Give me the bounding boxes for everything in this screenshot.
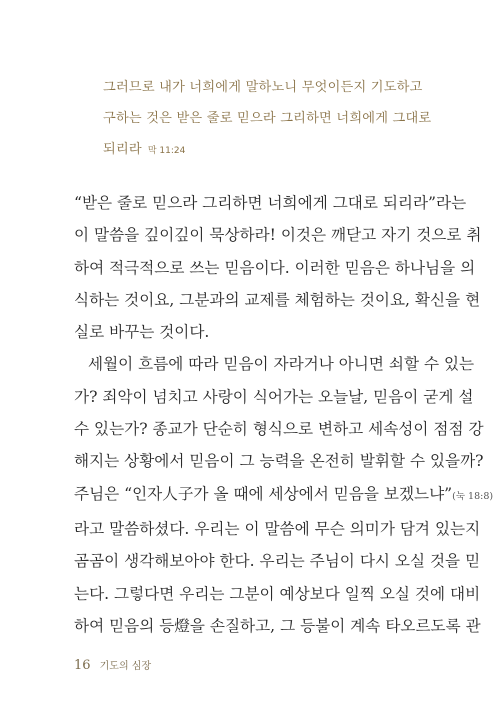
body-line: “받은 줄로 믿으라 그리하면 너희에게 그대로 되리라”라는 xyxy=(74,194,467,212)
body-line: 라고 말씀하셨다. 우리는 이 말씀에 무슨 의미가 담겨 있는지 xyxy=(74,519,481,538)
body-line: 하여 믿음의 등燈을 손질하고, 그 등불이 계속 타오르도록 관 xyxy=(74,616,481,635)
body-line: 세월이 흐름에 따라 믿음이 자라거나 아니면 쇠할 수 있는 xyxy=(88,355,475,374)
body-line: 해지는 상황에서 믿음이 그 능력을 온전히 발휘할 수 있을까? xyxy=(74,452,484,471)
page-number: 16 xyxy=(74,658,91,673)
body-line: 이 말씀을 깊이깊이 묵상하라! 이것은 깨닫고 자기 것으로 취 xyxy=(74,226,482,245)
quote-line-text: 되리라 xyxy=(103,142,142,157)
body-line: 는다. 그렇다면 우리는 그분이 예상보다 일찍 오실 것에 대비 xyxy=(74,584,481,603)
body-line-with-reference xyxy=(74,478,494,513)
body-line: 수 있는가? 종교가 단순히 형식으로 변하고 세속성이 점점 강 xyxy=(74,420,484,439)
body-paragraphs xyxy=(74,187,494,642)
book-title: 기도의 심장 xyxy=(99,661,152,672)
quote-line: 그러므로 내가 너희에게 말하노니 무엇이든지 기도하고 xyxy=(103,80,423,95)
scripture-quote xyxy=(103,72,443,167)
body-line: 곰곰이 생각해보아야 한다. 우리는 주님이 다시 오실 것을 믿 xyxy=(74,552,481,571)
body-line: 식하는 것이요, 그분과의 교제를 체험하는 것이요, 확신을 현 xyxy=(74,290,481,309)
body-line: 하여 적극적으로 쓰는 믿음이다. 이러한 믿음은 하나님을 의 xyxy=(74,258,476,277)
quote-line-last xyxy=(103,134,443,167)
body-line: 가? 죄악이 넘치고 사랑이 식어가는 오늘날, 믿음이 굳게 설 xyxy=(74,387,474,406)
body-line: 실로 바꾸는 것이다. xyxy=(74,323,210,342)
page-footer xyxy=(74,654,151,673)
quote-line: 구하는 것은 받은 줄로 믿으라 그리하면 너희에게 그대로 xyxy=(103,111,432,126)
quote-reference: 막 11:24 xyxy=(147,146,186,156)
body-line-text: 주님은 “인자人子가 올 때에 세상에서 믿음을 보겠느냐” xyxy=(74,484,453,503)
inline-reference: (눅 18:8) xyxy=(452,490,494,502)
